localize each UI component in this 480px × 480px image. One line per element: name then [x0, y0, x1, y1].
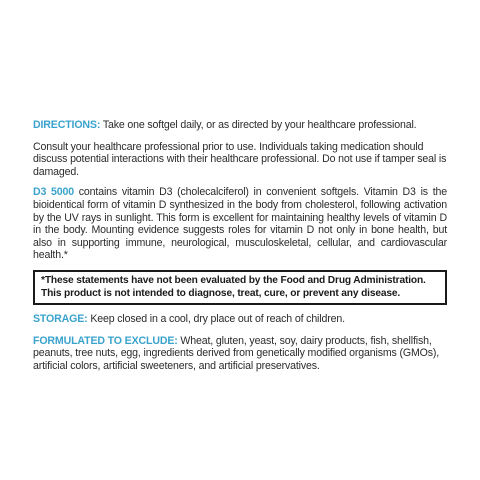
storage-paragraph	[33, 313, 447, 326]
storage-text: Keep closed in a cool, dry place out of reach of children.	[87, 313, 345, 326]
consult-text: Consult your healthcare professional prior to use. Individuals taking medication should discuss potential interactions with their healthcare professional. Do not use if tamper seal is damaged.	[33, 140, 447, 178]
product-name-label: D3 5000	[33, 186, 74, 199]
directions-label: DIRECTIONS:	[33, 119, 101, 131]
consult-paragraph	[33, 141, 447, 179]
formulated-label: FORMULATED TO EXCLUDE:	[33, 334, 178, 347]
storage-label: STORAGE:	[33, 313, 88, 326]
description-paragraph	[33, 186, 447, 262]
directions-text: Take one softgel daily, or as directed by your healthcare professional.	[100, 119, 417, 131]
fda-disclaimer-box	[33, 270, 447, 305]
description-text: contains vitamin D3 (cholecalciferol) in convenient softgels. Vitamin D3 is the bioidentical form of vitamin D synthesized in the body from cholesterol, following activation by the UV rays in sunlight. This form is excellent for maintaining healthy levels of vitamin D in the body. Mounting evidence suggests roles for vitamin D not only in bone health, but also in supporting immune, neurological, musculoskeletal, cellular, and cardiovascular health.*	[33, 186, 447, 262]
label-text-panel	[33, 119, 447, 381]
formulated-paragraph	[33, 335, 447, 373]
formulated-text: Wheat, gluten, yeast, soy, dairy products, fish, shellfish, peanuts, tree nuts, egg, ingredients derived from genetically modified organisms (GMOs), artificial colors, artificial sweeteners, and artificial preservatives.	[33, 334, 440, 372]
directions-paragraph	[33, 119, 447, 132]
fda-disclaimer-text: *These statements have not been evaluated by the Food and Drug Administration. This product is not intended to diagnose, treat, cure, or prevent any disease.	[41, 274, 426, 299]
